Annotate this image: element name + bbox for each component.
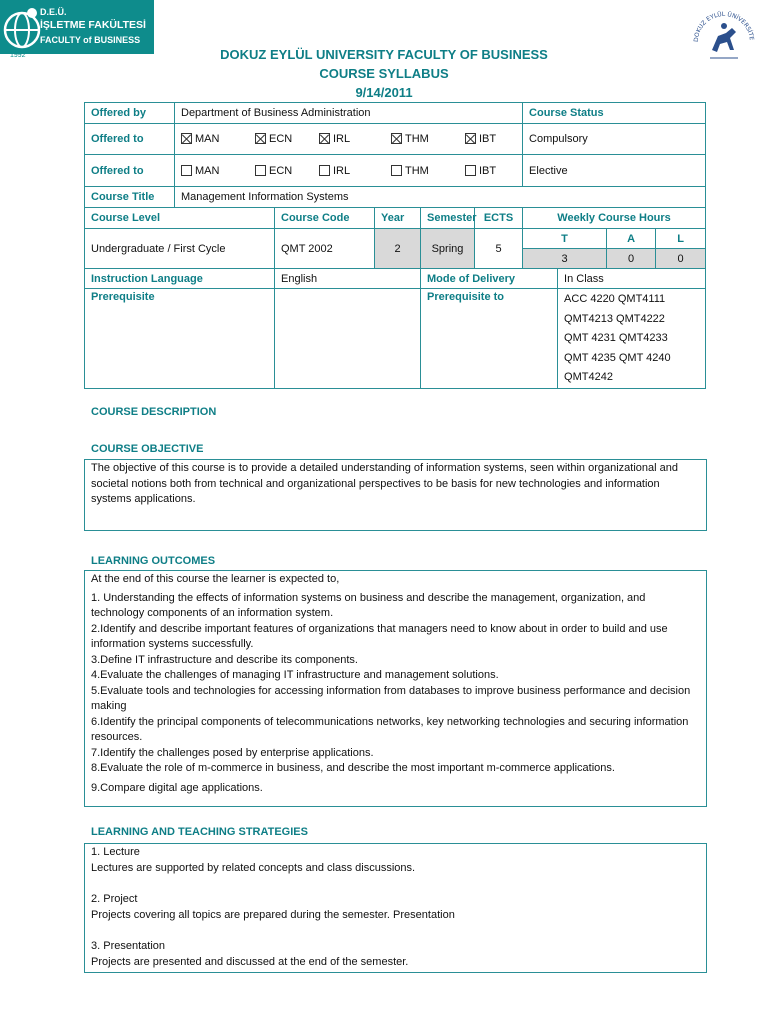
- mode-of-delivery-label: Mode of Delivery: [421, 269, 558, 289]
- course-description-heading: COURSE DESCRIPTION: [91, 406, 217, 418]
- instruction-language-value: English: [275, 269, 421, 289]
- strategies-heading: LEARNING AND TEACHING STRATEGIES: [91, 826, 308, 838]
- course-info-table: [84, 102, 706, 389]
- course-status-label: Course Status: [523, 103, 706, 124]
- prerequisite-to-line: QMT4213 QMT4222: [564, 312, 665, 325]
- elective-options: [175, 155, 523, 187]
- offered-to-label: Offered to: [85, 124, 175, 155]
- checkbox-icon[interactable]: [319, 165, 330, 176]
- application-hours: 0: [607, 249, 656, 269]
- strategy-text: Projects covering all topics are prepared during the semester. Presentation: [91, 908, 455, 921]
- offered-to-label-elective: Offered to: [85, 155, 175, 187]
- application-label: A: [607, 229, 656, 249]
- option-irl-elective[interactable]: IRL: [319, 165, 391, 177]
- document-title: COURSE SYLLABUS: [319, 66, 449, 81]
- strategy-text: Projects are presented and discussed at the end of the semester.: [91, 955, 409, 968]
- strategies-box: [84, 843, 707, 973]
- semester-label: Semester: [421, 208, 475, 229]
- checkbox-icon[interactable]: [255, 165, 266, 176]
- outcome-item: 1. Understanding the effects of information systems on business and describe the management, organization, and technology components of an information system.: [91, 591, 646, 619]
- checkbox-icon[interactable]: [465, 165, 476, 176]
- ects-label: ECTS: [475, 208, 523, 229]
- prerequisite-to-line: QMT 4231 QMT4233: [564, 332, 668, 344]
- svg-text:DOKUZ EYLÜL ÜNİVERSİTESİ: DOKUZ EYLÜL ÜNİVERSİTE: [692, 10, 755, 43]
- logo-year: 1992: [10, 52, 26, 59]
- course-level-value: Undergraduate / First Cycle: [85, 229, 275, 269]
- learning-outcomes-heading: LEARNING OUTCOMES: [91, 555, 216, 567]
- course-code-label: Course Code: [275, 208, 375, 229]
- outcome-item: 3.Define IT infrastructure and describe its components.: [91, 653, 358, 666]
- checked-checkbox-icon[interactable]: [255, 133, 266, 144]
- course-level-label: Course Level: [85, 208, 275, 229]
- elective-status: Elective: [523, 155, 706, 187]
- instruction-language-label: Instruction Language: [85, 269, 275, 289]
- prerequisite-to-value: [558, 289, 706, 389]
- offered-by-label: Offered by: [85, 103, 175, 124]
- checked-checkbox-icon[interactable]: [465, 133, 476, 144]
- option-man-compulsory[interactable]: MAN: [181, 133, 255, 145]
- option-man-elective[interactable]: MAN: [181, 165, 255, 177]
- outcome-item: 6.Identify the principal components of telecommunications networks, key networking technologies and securing information resources.: [91, 715, 689, 743]
- prerequisite-to-line: QMT 4235 QMT 4240: [564, 351, 671, 364]
- theory-hours: 3: [523, 249, 607, 269]
- prerequisite-label: Prerequisite: [85, 289, 275, 389]
- course-code-value: QMT 2002: [275, 229, 375, 269]
- outcome-item: 7.Identify the challenges posed by enterprise applications.: [91, 746, 374, 759]
- mode-of-delivery-value: In Class: [558, 269, 706, 289]
- logo-line-2: İŞLETME FAKÜLTESİ: [40, 19, 146, 31]
- faculty-logo: [0, 0, 154, 54]
- learning-outcomes-box: [84, 570, 707, 807]
- compulsory-status: Compulsory: [523, 124, 706, 155]
- option-ibt-compulsory[interactable]: IBT: [465, 133, 496, 145]
- weekly-hours-label: Weekly Course Hours: [523, 208, 706, 229]
- lab-hours: 0: [656, 249, 706, 269]
- course-objective-box: [84, 459, 707, 531]
- lab-label: L: [656, 229, 706, 249]
- checkbox-icon[interactable]: [181, 165, 192, 176]
- university-seal-icon: [690, 6, 758, 74]
- outcome-item: 4.Evaluate the challenges of managing IT infrastructure and management solutions.: [91, 669, 499, 681]
- strategy-heading: 1. Lecture: [91, 846, 140, 858]
- strategy-text: Lectures are supported by related concepts and class discussions.: [91, 861, 416, 874]
- outcome-item: 8.Evaluate the role of m-commerce in business, and describe the most important m-commerce applications.: [91, 762, 615, 774]
- option-ecn-elective[interactable]: ECN: [255, 165, 319, 177]
- prerequisite-value: [275, 289, 421, 389]
- prerequisite-to-line: ACC 4220 QMT4111: [564, 293, 666, 305]
- option-thm-elective[interactable]: THM: [391, 165, 465, 177]
- logo-line-1: D.E.Ü.: [40, 7, 67, 17]
- checked-checkbox-icon[interactable]: [319, 133, 330, 144]
- outcome-item: 2.Identify and describe important features of organizations that managers need to know about in order to build and use information systems successfully.: [91, 622, 668, 650]
- offered-by-value: Department of Business Administration: [175, 103, 523, 124]
- option-ecn-compulsory[interactable]: ECN: [255, 133, 319, 145]
- outcomes-intro: At the end of this course the learner is expected to,: [91, 573, 340, 585]
- prerequisite-to-label: Prerequisite to: [421, 289, 558, 389]
- logo-line-3: FACULTY of BUSINESS: [40, 35, 141, 45]
- course-objective-text: The objective of this course is to provide a detailed understanding of information systems, seen within organizational and societal notions both from technical and organizational perspectives to be basis for new technologies and information systems applications.: [91, 462, 679, 505]
- document-date: 9/14/2011: [355, 85, 413, 100]
- theory-label: T: [523, 229, 607, 249]
- year-label: Year: [375, 208, 421, 229]
- course-objective-heading: COURSE OBJECTIVE: [91, 443, 204, 455]
- option-thm-compulsory[interactable]: THM: [391, 133, 465, 145]
- course-title-label: Course Title: [85, 187, 175, 208]
- university-heading: DOKUZ EYLÜL UNIVERSITY FACULTY OF BUSINESS: [220, 47, 548, 62]
- option-irl-compulsory[interactable]: IRL: [319, 133, 391, 145]
- checked-checkbox-icon[interactable]: [391, 133, 402, 144]
- course-title-value: Management Information Systems: [175, 187, 706, 208]
- strategy-heading: 2. Project: [91, 893, 138, 905]
- ects-value: 5: [475, 229, 523, 269]
- prerequisite-to-line: QMT4242: [564, 371, 613, 383]
- compulsory-options: [175, 124, 523, 155]
- outcome-item: 9.Compare digital age applications.: [91, 781, 263, 794]
- checkbox-icon[interactable]: [391, 165, 402, 176]
- strategy-heading: 3. Presentation: [91, 940, 165, 952]
- checked-checkbox-icon[interactable]: [181, 133, 192, 144]
- semester-value: Spring: [421, 229, 475, 269]
- year-value: 2: [375, 229, 421, 269]
- option-ibt-elective[interactable]: IBT: [465, 165, 496, 177]
- outcome-item: 5.Evaluate tools and technologies for accessing information from databases to improve business performance and decision making: [91, 684, 691, 712]
